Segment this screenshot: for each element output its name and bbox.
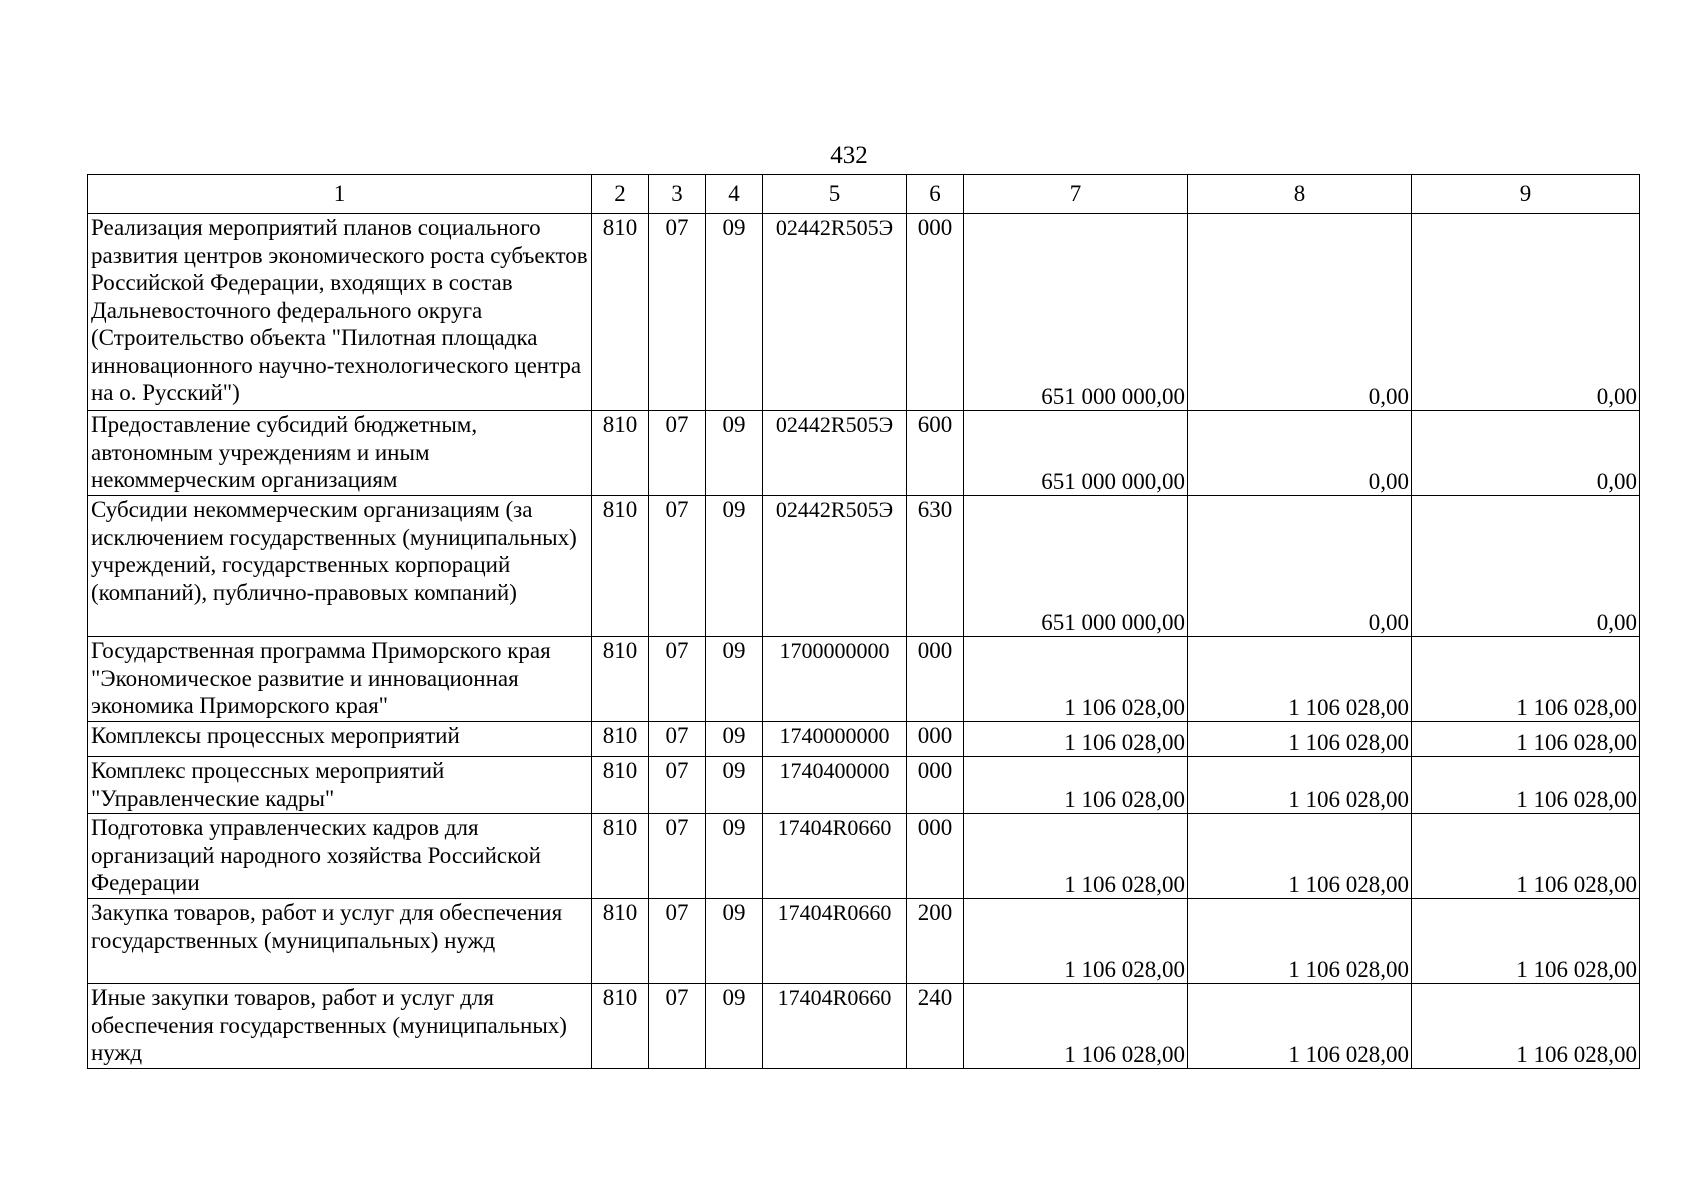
row-name: Иные закупки товаров, работ и услуг для обеспечения государственных (муниципальных) нужд (88, 984, 592, 1069)
amount-col-9: 1 106 028,00 (1412, 637, 1640, 722)
section-code: 07 (649, 496, 706, 637)
section-code: 07 (649, 637, 706, 722)
row-name: Закупка товаров, работ и услуг для обеспечения государственных (муниципальных) нужд (88, 899, 592, 984)
amount-col-7: 1 106 028,00 (964, 984, 1188, 1069)
amount-col-9: 0,00 (1412, 496, 1640, 637)
target-article-code: 1740400000 (763, 757, 907, 814)
subsection-code: 09 (706, 411, 763, 496)
expense-type-code: 600 (907, 411, 964, 496)
amount-col-7: 1 106 028,00 (964, 757, 1188, 814)
column-header: 2 (592, 175, 649, 214)
amount-col-9: 1 106 028,00 (1412, 984, 1640, 1069)
budget-table (87, 174, 1640, 1069)
target-article-code: 17404R0660 (763, 899, 907, 984)
expense-type-code: 000 (907, 814, 964, 899)
amount-col-9: 1 106 028,00 (1412, 757, 1640, 814)
section-code: 07 (649, 722, 706, 757)
amount-col-7: 1 106 028,00 (964, 637, 1188, 722)
ministry-code: 810 (592, 411, 649, 496)
expense-type-code: 000 (907, 637, 964, 722)
table-row (88, 496, 1640, 637)
subsection-code: 09 (706, 722, 763, 757)
row-name: Реализация мероприятий планов социального развития центров экономического роста субъектов Российской Федерации, входящих в состав Дальневосточного федерального округа (Строительство объекта "Пилотная площадка инновационного научно-технологического центра на о. Русский") (88, 214, 592, 411)
ministry-code: 810 (592, 214, 649, 411)
amount-col-9: 1 106 028,00 (1412, 814, 1640, 899)
target-article-code: 17404R0660 (763, 814, 907, 899)
target-article-code: 02442R505Э (763, 496, 907, 637)
expense-type-code: 000 (907, 722, 964, 757)
section-code: 07 (649, 411, 706, 496)
table-row (88, 984, 1640, 1069)
amount-col-7: 651 000 000,00 (964, 214, 1188, 411)
section-code: 07 (649, 214, 706, 411)
expense-type-code: 200 (907, 899, 964, 984)
ministry-code: 810 (592, 757, 649, 814)
amount-col-7: 651 000 000,00 (964, 496, 1188, 637)
table-header-row (88, 175, 1640, 214)
subsection-code: 09 (706, 637, 763, 722)
amount-col-8: 1 106 028,00 (1188, 722, 1412, 757)
column-header: 4 (706, 175, 763, 214)
subsection-code: 09 (706, 496, 763, 637)
amount-col-8: 1 106 028,00 (1188, 984, 1412, 1069)
ministry-code: 810 (592, 637, 649, 722)
subsection-code: 09 (706, 214, 763, 411)
column-header: 5 (763, 175, 907, 214)
section-code: 07 (649, 757, 706, 814)
subsection-code: 09 (706, 757, 763, 814)
table-row (88, 411, 1640, 496)
column-header: 7 (964, 175, 1188, 214)
expense-type-code: 240 (907, 984, 964, 1069)
table-row (88, 637, 1640, 722)
amount-col-7: 651 000 000,00 (964, 411, 1188, 496)
amount-col-9: 0,00 (1412, 214, 1640, 411)
ministry-code: 810 (592, 722, 649, 757)
amount-col-8: 1 106 028,00 (1188, 637, 1412, 722)
amount-col-8: 0,00 (1188, 496, 1412, 637)
column-header: 8 (1188, 175, 1412, 214)
row-name: Государственная программа Приморского края "Экономическое развитие и инновационная экономика Приморского края" (88, 637, 592, 722)
row-name: Комплексы процессных мероприятий (88, 722, 592, 757)
ministry-code: 810 (592, 814, 649, 899)
amount-col-8: 1 106 028,00 (1188, 757, 1412, 814)
amount-col-7: 1 106 028,00 (964, 814, 1188, 899)
subsection-code: 09 (706, 984, 763, 1069)
amount-col-9: 1 106 028,00 (1412, 722, 1640, 757)
subsection-code: 09 (706, 899, 763, 984)
table-row (88, 214, 1640, 411)
section-code: 07 (649, 984, 706, 1069)
row-name: Субсидии некоммерческим организациям (за исключением государственных (муниципальных) учреждений, государственных корпораций (компаний), публично-правовых компаний) (88, 496, 592, 637)
column-header: 9 (1412, 175, 1640, 214)
target-article-code: 1740000000 (763, 722, 907, 757)
section-code: 07 (649, 899, 706, 984)
ministry-code: 810 (592, 496, 649, 637)
column-header: 3 (649, 175, 706, 214)
table-row (88, 757, 1640, 814)
table-row (88, 722, 1640, 757)
page-number: 432 (830, 142, 868, 169)
target-article-code: 1700000000 (763, 637, 907, 722)
column-header: 6 (907, 175, 964, 214)
amount-col-9: 0,00 (1412, 411, 1640, 496)
ministry-code: 810 (592, 899, 649, 984)
expense-type-code: 000 (907, 757, 964, 814)
amount-col-8: 0,00 (1188, 411, 1412, 496)
table-row (88, 814, 1640, 899)
expense-type-code: 630 (907, 496, 964, 637)
subsection-code: 09 (706, 814, 763, 899)
amount-col-7: 1 106 028,00 (964, 722, 1188, 757)
row-name: Комплекс процессных мероприятий "Управленческие кадры" (88, 757, 592, 814)
row-name: Предоставление субсидий бюджетным, автономным учреждениям и иным некоммерческим организациям (88, 411, 592, 496)
amount-col-9: 1 106 028,00 (1412, 899, 1640, 984)
ministry-code: 810 (592, 984, 649, 1069)
table-row (88, 899, 1640, 984)
amount-col-8: 1 106 028,00 (1188, 814, 1412, 899)
row-name: Подготовка управленческих кадров для организаций народного хозяйства Российской Федерации (88, 814, 592, 899)
amount-col-8: 1 106 028,00 (1188, 899, 1412, 984)
section-code: 07 (649, 814, 706, 899)
target-article-code: 17404R0660 (763, 984, 907, 1069)
amount-col-8: 0,00 (1188, 214, 1412, 411)
amount-col-7: 1 106 028,00 (964, 899, 1188, 984)
target-article-code: 02442R505Э (763, 214, 907, 411)
column-header: 1 (88, 175, 592, 214)
expense-type-code: 000 (907, 214, 964, 411)
target-article-code: 02442R505Э (763, 411, 907, 496)
